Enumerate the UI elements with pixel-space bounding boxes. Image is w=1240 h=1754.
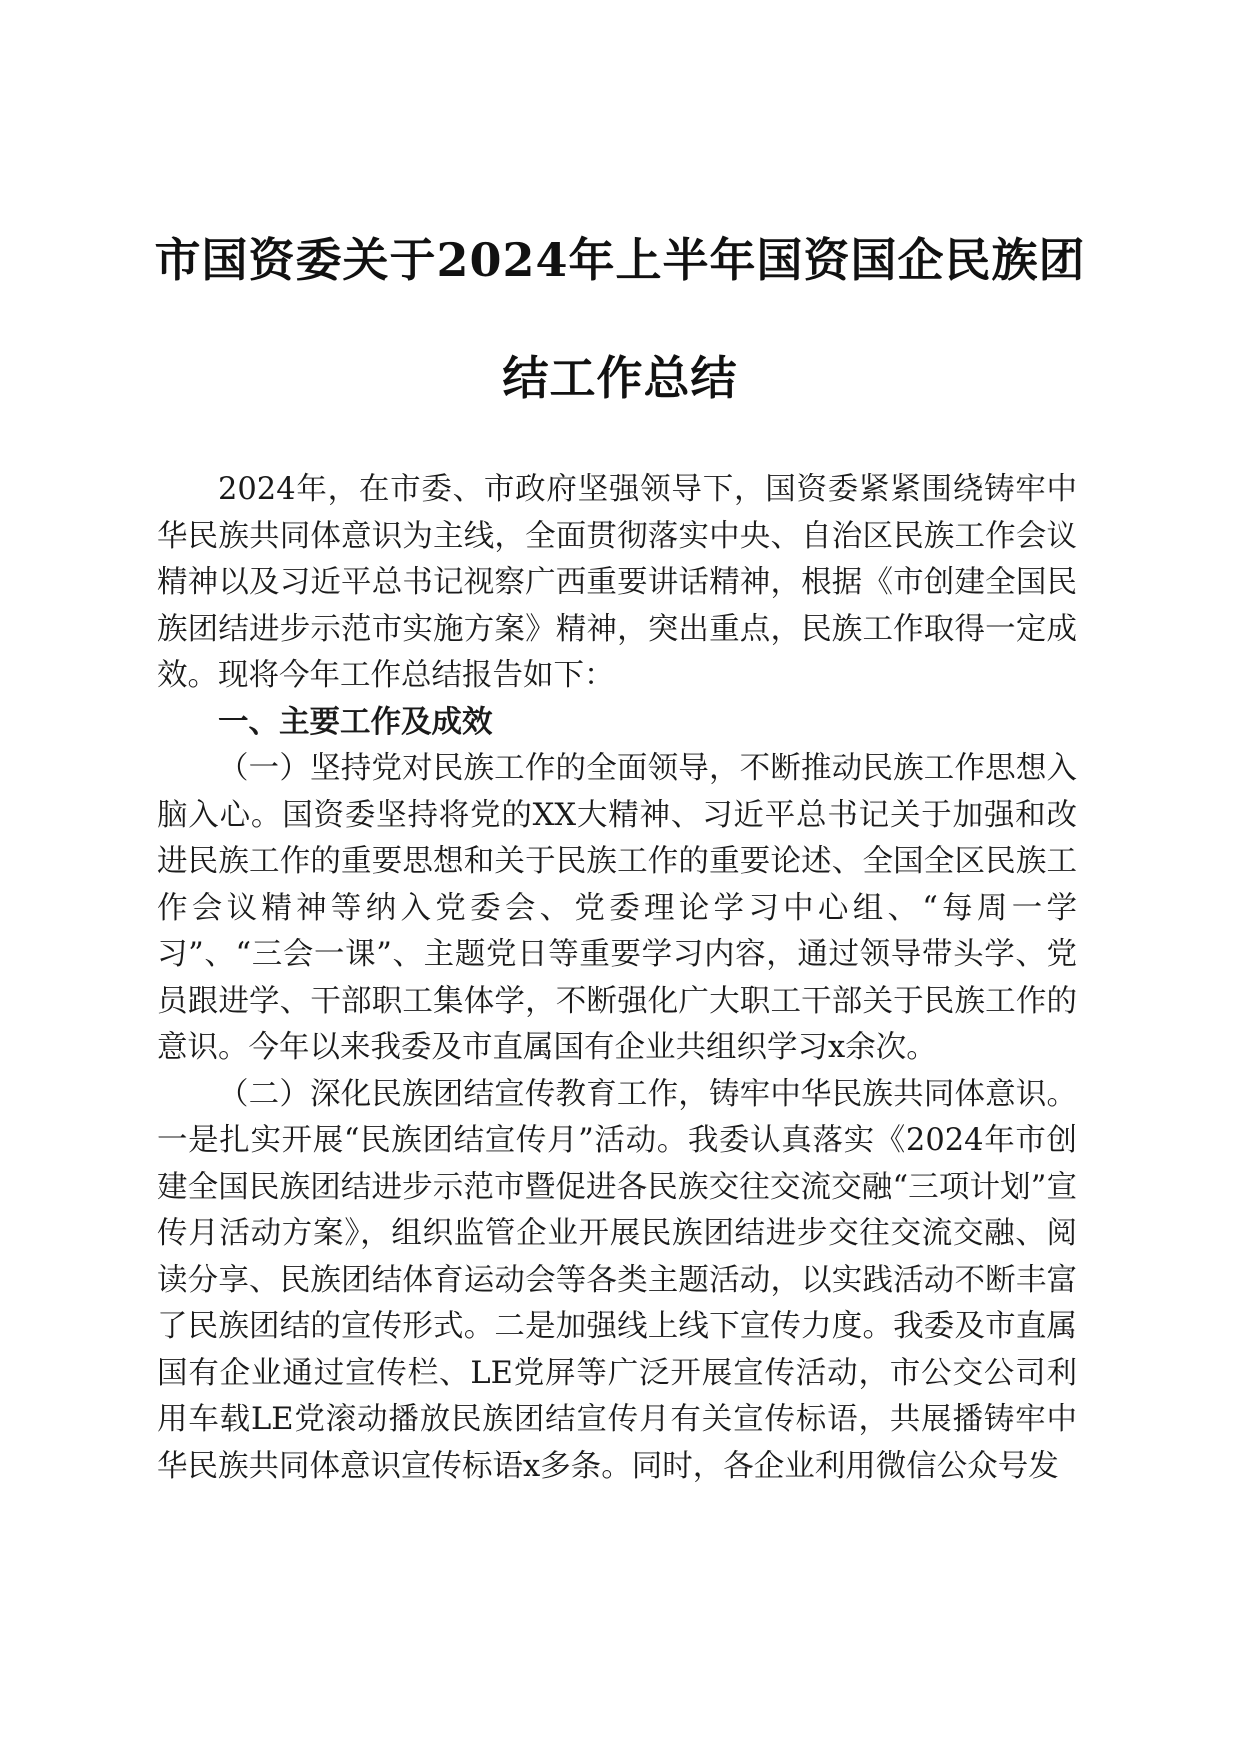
paragraph-publicity-education: （二）深化民族团结宣传教育工作，铸牢中华民族共同体意识。一是扎实开展“民族团结宣传月”活动。我委认真落实《2024年市创建全国民族团结进步示范市暨促进各民族交往交流交融“三项计划”宣传月活动方案》，组织监管企业开展民族团结进步交往交流交融、阅读分享、民族团结体育运动会等各类主题活动，以实践活动不断丰富了民族团结的宣传形式。二是加强线上线下宣传力度。我委及市直属国有企业通过宣传栏、LE党屏等广泛开展宣传活动，市公交公司利用车载LE党滚动播放民族团结宣传月有关宣传标语，共展播铸牢中华民族共同体意识宣传标语x多条。同时，各企业利用微信公众号发 — [157, 1076, 1077, 1484]
paragraph-party-leadership: （一）坚持党对民族工作的全面领导，不断推动民族工作思想入脑入心。国资委坚持将党的XX大精神、习近平总书记关于加强和改进民族工作的重要思想和关于民族工作的重要论述、全国全区民族工作会议精神等纳入党委会、党委理论学习中心组、“每周一学习”、“三会一课”、主题党日等重要学习内容，通过领导带头学、党员跟进学、干部职工集体学，不断强化广大职工干部关于民族工作的意识。今年以来我委及市直属国有企业共组织学习x余次。 — [157, 751, 1077, 1065]
document-title-line-1: 市国资委关于2024年上半年国资国企民族团 — [154, 233, 1086, 287]
section-heading-main-work: 一、主要工作及成效 — [218, 704, 493, 740]
document-title-line-2: 结工作总结 — [502, 351, 738, 405]
document-body — [157, 467, 1077, 1490]
intro-paragraph: 2024年，在市委、市政府坚强领导下，国资委紧紧围绕铸牢中华民族共同体意识为主线，全面贯彻落实中央、自治区民族工作会议精神以及习近平总书记视察广西重要讲话精神，根据《市创建全国民族团结进步示范市实施方案》精神，突出重点，民族工作取得一定成效。现将今年工作总结报告如下： — [157, 472, 1077, 693]
